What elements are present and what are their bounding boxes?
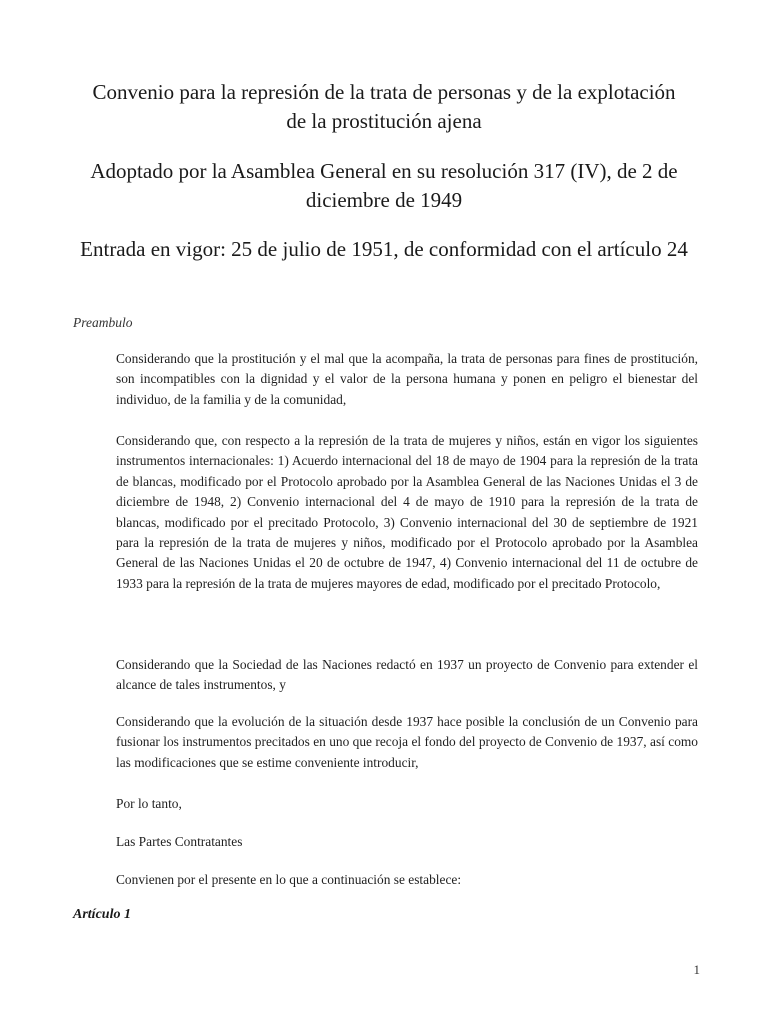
preamble-paragraph: Considerando que, con respecto a la represión de la trata de mujeres y niños, están en vigor los siguientes instrumentos internacionales: 1) Acuerdo internacional del 18 de mayo de 1904 para la represión de la trata de blancas, modificado por el Protocolo aprobado por la Asamblea General de las Naciones Unidas el 3 de diciembre de 1948, 2) Convenio internacional del 4 de mayo de 1910 para la represión de la trata de blancas, modificado por el precitado Protocolo, 3) Convenio internacional del 30 de septiembre de 1921 para la represión de la trata de mujeres y niños, modificado por el Protocolo aprobado por la Asamblea General de las Naciones Unidas el 20 de octubre de 1947, 4) Convenio internacional del 11 de octubre de 1933 para la represión de la trata de mujeres mayores de edad, modificado por el precitado Protocolo, xyxy=(116,433,698,591)
preamble-paragraph: Las Partes Contratantes xyxy=(116,834,243,849)
page-number: 1 xyxy=(693,962,700,977)
preamble-paragraph: Considerando que la evolución de la situación desde 1937 hace posible la conclusión de un Convenio para fusionar los instrumentos precitados en uno que recoja el fondo del proyecto de Convenio de 1937, así como las modificaciones que se estime conveniente introducir, xyxy=(116,714,698,770)
entry-into-force-statement: Entrada en vigor: 25 de julio de 1951, de conformidad con el artículo 24 xyxy=(80,237,688,261)
adoption-statement: Adoptado por la Asamblea General en su resolución 317 (IV), de 2 de diciembre de 1949 xyxy=(90,159,678,212)
article-heading: Artículo 1 xyxy=(73,907,131,922)
preamble-paragraph: Considerando que la Sociedad de las Naciones redactó en 1937 un proyecto de Convenio para extender el alcance de tales instrumentos, y xyxy=(116,657,698,693)
preamble-paragraph: Considerando que la prostitución y el mal que la acompaña, la trata de personas para fines de prostitución, son incompatibles con la dignidad y el valor de la persona humana y ponen en peligro el bienestar del individuo, de la familia y de la comunidad, xyxy=(116,351,698,407)
preamble-label: Preambulo xyxy=(73,315,133,330)
preamble-paragraph: Convienen por el presente en lo que a continuación se establece: xyxy=(116,872,462,887)
document-title: Convenio para la represión de la trata de personas y de la explotación de la prostitución ajena xyxy=(92,80,676,133)
preamble-paragraph: Por lo tanto, xyxy=(116,796,182,811)
